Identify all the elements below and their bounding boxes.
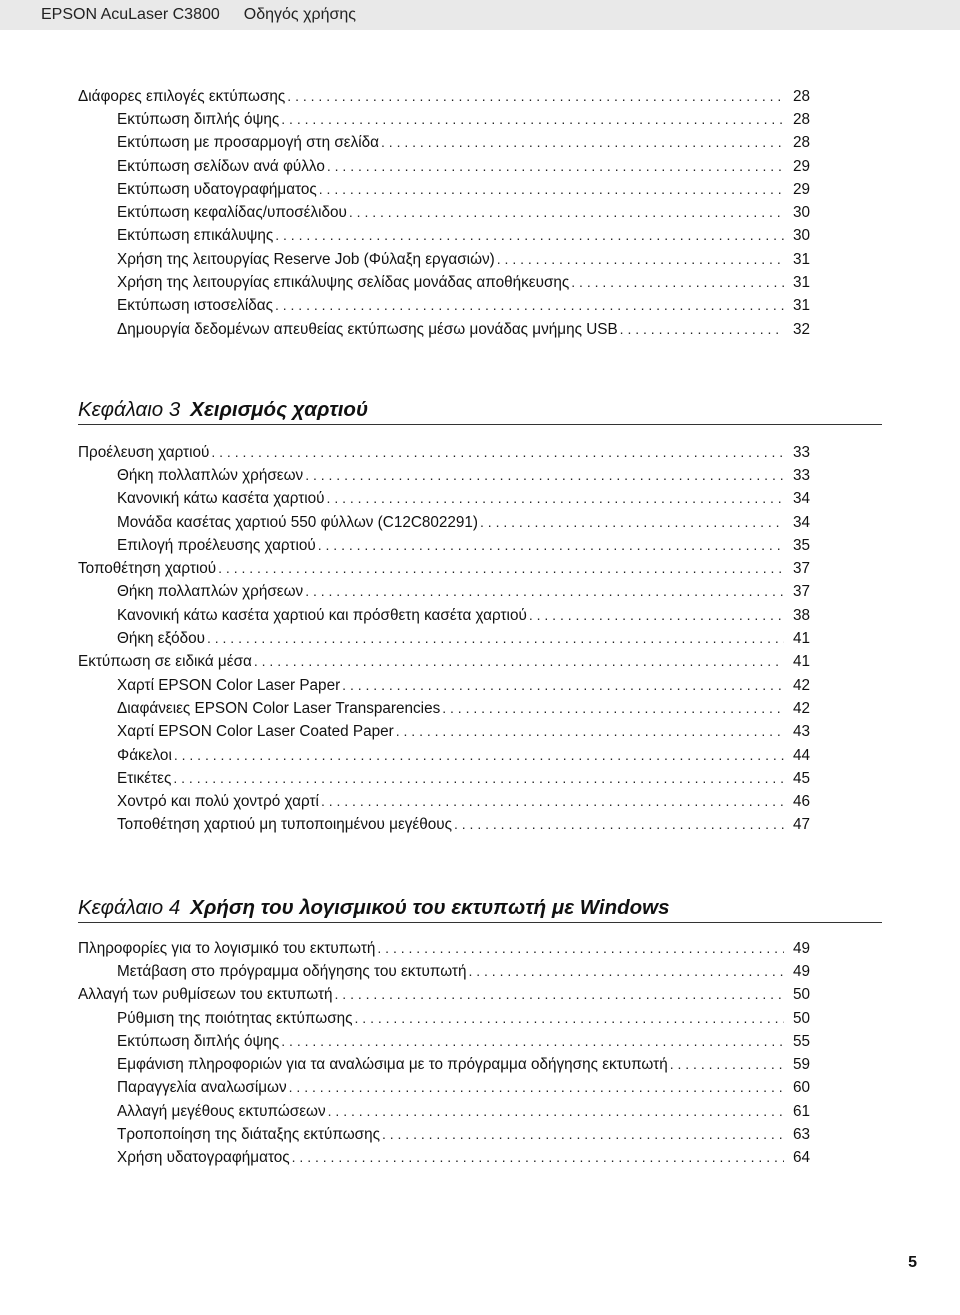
dot-leader (342, 677, 784, 693)
toc-entry-page: 33 (792, 466, 810, 484)
toc-entry[interactable] (0, 202, 960, 225)
dot-leader (287, 88, 784, 104)
toc-entry-title: Χοντρό και πολύ χοντρό χαρτί (117, 793, 319, 811)
toc-entry-title: Διάφορες επιλογές εκτύπωσης (78, 87, 286, 105)
dot-leader (620, 321, 784, 337)
toc-entry-page: 49 (792, 939, 810, 957)
dot-leader (281, 1033, 784, 1049)
chapter-title: Χρήση του λογισμικού του εκτυπωτή με Windows (190, 896, 670, 919)
toc-entry[interactable] (0, 295, 960, 318)
toc-entry-page: 32 (792, 320, 810, 338)
dot-leader (327, 490, 784, 506)
dot-leader (396, 723, 784, 739)
toc-entry[interactable] (0, 178, 960, 201)
toc-entry[interactable] (0, 511, 960, 534)
toc-entry-page: 37 (792, 583, 810, 601)
toc-entry-page: 50 (792, 986, 810, 1004)
toc-entry-page: 43 (792, 723, 810, 741)
chapter-4-heading (78, 890, 882, 923)
toc-entry[interactable] (0, 318, 960, 341)
chapter-number: Κεφάλαιο 3 (78, 398, 181, 421)
toc-entry-title: Ρύθμιση της ποιότητας εκτύπωσης (117, 1009, 353, 1027)
dot-leader (382, 1126, 784, 1142)
page-number: 5 (908, 1254, 917, 1271)
toc-entry-title: Θήκη πολλαπλών χρήσεων (117, 466, 304, 484)
dot-leader (377, 940, 784, 956)
toc-entry[interactable] (0, 108, 960, 131)
toc-entry-page: 31 (792, 297, 810, 315)
toc-entry-page: 64 (792, 1149, 810, 1167)
toc-entry-title: Εκτύπωση ιστοσελίδας (117, 297, 273, 315)
toc-entry-title: Θήκη εξόδου (117, 630, 205, 648)
toc-entry[interactable] (0, 464, 960, 487)
dot-leader (321, 793, 784, 809)
toc-entry[interactable] (0, 155, 960, 178)
toc-entry[interactable] (0, 937, 960, 960)
toc-entry-page: 34 (792, 513, 810, 531)
toc-entry-title: Εκτύπωση διπλής όψης (117, 110, 280, 128)
toc-entry[interactable] (0, 721, 960, 744)
toc-entry-page: 29 (792, 157, 810, 175)
toc-entry-title: Επιλογή προέλευσης χαρτιού (117, 536, 316, 554)
chapter-title: Χειρισμός χαρτιού (190, 398, 369, 421)
toc-entry-page: 30 (792, 227, 810, 245)
dot-leader (318, 537, 784, 553)
toc-entry-page: 31 (792, 274, 810, 292)
dot-leader (670, 1056, 784, 1072)
toc-entry[interactable] (0, 1147, 960, 1170)
toc-entry-title: Εκτύπωση σε ειδικά μέσα (78, 653, 252, 671)
toc-entry-page: 46 (792, 793, 810, 811)
dot-leader (335, 986, 784, 1002)
toc-entry-page: 28 (792, 87, 810, 105)
toc-entry-page: 55 (792, 1032, 810, 1050)
chapter-number: Κεφάλαιο 4 (78, 896, 181, 919)
dot-leader (254, 653, 784, 669)
toc-entry[interactable] (0, 814, 960, 837)
toc-entry-page: 59 (792, 1056, 810, 1074)
toc-entry[interactable] (0, 744, 960, 767)
toc-entry-title: Εκτύπωση διπλής όψης (117, 1032, 280, 1050)
toc-entry-page: 47 (792, 816, 810, 834)
toc-entry-title: Τοποθέτηση χαρτιού (78, 560, 217, 578)
toc-entry-title: Κανονική κάτω κασέτα χαρτιού και πρόσθετη κασέτα χαρτιού (117, 606, 527, 624)
toc-entry[interactable] (0, 1007, 960, 1030)
dot-leader (468, 963, 784, 979)
product-name: EPSON AcuLaser C3800 (41, 6, 220, 23)
dot-leader (218, 560, 784, 576)
toc-entry-title: Εκτύπωση σελίδων ανά φύλλο (117, 157, 325, 175)
toc-entry-page: 50 (792, 1009, 810, 1027)
toc-entry-title: Προέλευση χαρτιού (78, 443, 210, 461)
toc-entry-title: Μονάδα κασέτας χαρτιού 550 φύλλων (C12C802291) (117, 513, 479, 531)
toc-entry-title: Αλλαγή των ρυθμίσεων του εκτυπωτή (78, 986, 333, 1004)
toc-entry-page: 29 (792, 180, 810, 198)
dot-leader (529, 607, 784, 623)
toc-entry-page: 63 (792, 1126, 810, 1144)
toc-entry-title: Χρήση της λειτουργίας επικάλυψης σελίδας μονάδας αποθήκευσης (117, 274, 570, 292)
chapter-3-heading (78, 392, 882, 425)
toc-entry-page: 44 (792, 746, 810, 764)
toc-entry-page: 30 (792, 204, 810, 222)
dot-leader (275, 227, 784, 243)
toc-entry-page: 41 (792, 653, 810, 671)
toc-entry-title: Εκτύπωση κεφαλίδας/υποσέλιδου (117, 204, 347, 222)
toc-entry-title: Δημουργία δεδομένων απευθείας εκτύπωσης μέσω μονάδας μνήμης USB (117, 320, 618, 338)
dot-leader (571, 274, 784, 290)
toc-entry-page: 31 (792, 250, 810, 268)
toc-entry[interactable] (0, 674, 960, 697)
toc-entry-title: Ετικέτες (117, 769, 172, 787)
toc-entry[interactable] (0, 1077, 960, 1100)
toc-entry-page: 28 (792, 110, 810, 128)
toc-entry[interactable] (0, 1054, 960, 1077)
toc-entry-page: 61 (792, 1102, 810, 1120)
dot-leader (211, 444, 784, 460)
toc-entry-title: Κανονική κάτω κασέτα χαρτιού (117, 490, 325, 508)
toc-entry[interactable] (0, 85, 960, 108)
toc-entry[interactable] (0, 581, 960, 604)
toc-entry-title: Χαρτί EPSON Color Laser Paper (117, 676, 341, 694)
toc-entry-page: 42 (792, 699, 810, 717)
dot-leader (355, 1010, 784, 1026)
toc-entry-page: 49 (792, 962, 810, 980)
toc-entry-page: 42 (792, 676, 810, 694)
dot-leader (327, 158, 784, 174)
toc-entry-title: Πληροφορίες για το λογισμικό του εκτυπωτή (78, 939, 376, 957)
toc-entry[interactable] (0, 1100, 960, 1123)
dot-leader (173, 770, 784, 786)
toc-entry[interactable] (0, 604, 960, 627)
toc-entry-title: Εκτύπωση επικάλυψης (117, 227, 274, 245)
toc-entry-page: 41 (792, 630, 810, 648)
dot-leader (442, 700, 784, 716)
toc-entry[interactable] (0, 767, 960, 790)
toc-entry-title: Εμφάνιση πληροφοριών για τα αναλώσιμα με το πρόγραμμα οδήγησης εκτυπωτή (117, 1056, 668, 1074)
toc-entry-title: Αλλαγή μεγέθους εκτυπώσεων (117, 1102, 326, 1120)
dot-leader (281, 111, 784, 127)
toc-entry-title: Παραγγελία αναλωσίμων (117, 1079, 287, 1097)
dot-leader (328, 1103, 784, 1119)
toc-entry[interactable] (0, 441, 960, 464)
dot-leader (305, 467, 784, 483)
toc-entry[interactable] (0, 627, 960, 650)
toc-entry[interactable] (0, 1123, 960, 1146)
toc-entry-page: 37 (792, 560, 810, 578)
dot-leader (497, 251, 784, 267)
dot-leader (349, 204, 784, 220)
dot-leader (454, 816, 784, 832)
toc-entry[interactable] (0, 225, 960, 248)
toc-entry-page: 33 (792, 443, 810, 461)
toc-entry-title: Μετάβαση στο πρόγραμμα οδήγησης του εκτυπωτή (117, 962, 467, 980)
dot-leader (174, 747, 784, 763)
toc-entry[interactable] (0, 697, 960, 720)
toc-entry[interactable] (0, 960, 960, 983)
toc-entry[interactable] (0, 271, 960, 294)
toc-entry[interactable] (0, 132, 960, 155)
toc-entry-title: Εκτύπωση με προσαρμογή στη σελίδα (117, 134, 380, 152)
toc-entry[interactable] (0, 248, 960, 271)
dot-leader (305, 583, 784, 599)
dot-leader (289, 1079, 784, 1095)
toc-entry[interactable] (0, 791, 960, 814)
toc-entry[interactable] (0, 558, 960, 581)
dot-leader (480, 514, 784, 530)
dot-leader (275, 297, 784, 313)
guide-title: Οδηγός χρήσης (243, 6, 356, 23)
toc-entry-title: Χρήση της λειτουργίας Reserve Job (Φύλαξη εργασιών) (117, 250, 495, 268)
toc-entry-page: 45 (792, 769, 810, 787)
toc-entry[interactable] (0, 984, 960, 1007)
dot-leader (319, 181, 784, 197)
toc-entry-title: Εκτύπωση υδατογραφήματος (117, 180, 317, 198)
toc-entry-title: Θήκη πολλαπλών χρήσεων (117, 583, 304, 601)
dot-leader (207, 630, 784, 646)
toc-entry-title: Τροποποίηση της διάταξης εκτύπωσης (117, 1126, 380, 1144)
running-header (0, 0, 960, 30)
toc-entry-title: Χρήση υδατογραφήματος (117, 1149, 290, 1167)
toc-entry-title: Διαφάνειες EPSON Color Laser Transparencies (117, 699, 441, 717)
dot-leader (381, 134, 784, 150)
toc-entry-page: 35 (792, 536, 810, 554)
toc-entry-title: Φάκελοι (117, 746, 172, 764)
toc-entry-title: Χαρτί EPSON Color Laser Coated Paper (117, 723, 394, 741)
toc-entry[interactable] (0, 1030, 960, 1053)
toc-entry-page: 60 (792, 1079, 810, 1097)
toc-entry-page: 34 (792, 490, 810, 508)
toc-entry[interactable] (0, 651, 960, 674)
toc-entry-title: Τοποθέτηση χαρτιού μη τυποποιημένου μεγέθους (117, 816, 452, 834)
toc-entry-page: 28 (792, 134, 810, 152)
dot-leader (292, 1149, 784, 1165)
toc-entry-page: 38 (792, 606, 810, 624)
toc-entry[interactable] (0, 488, 960, 511)
toc-entry[interactable] (0, 534, 960, 557)
